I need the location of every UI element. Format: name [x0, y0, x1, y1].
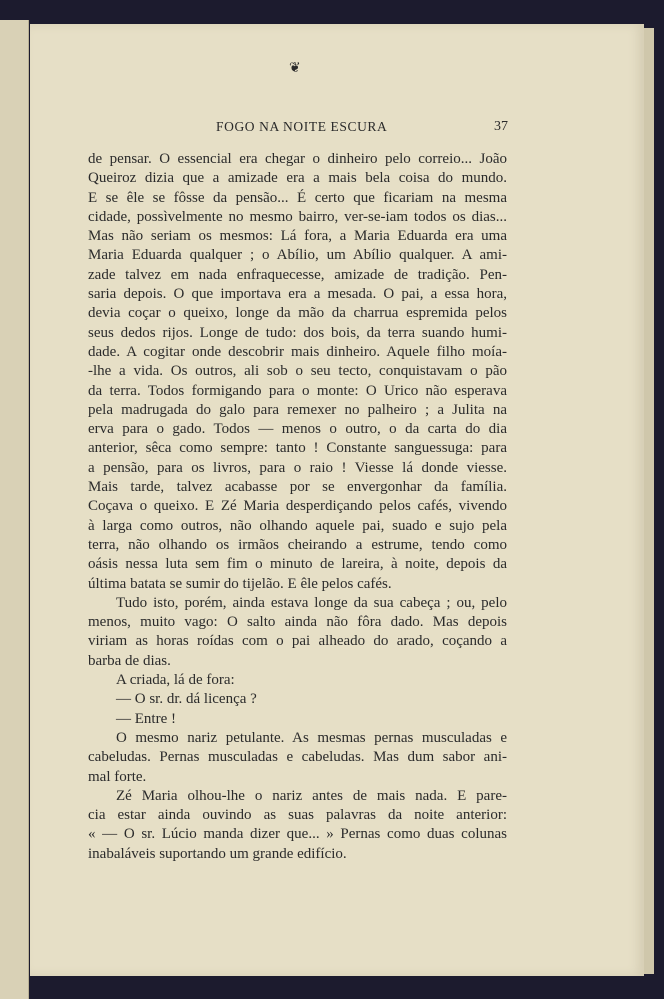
text-line: O mesmo nariz petulante. As mesmas pernas musculadas e	[116, 729, 507, 746]
text-line: dade. A cogitar onde descobrir mais dinheiro. Aquele filho moía-	[88, 343, 507, 360]
text-line: Maria Eduarda qualquer ; o Abílio, um Abílio qualquer. A ami-	[88, 247, 507, 264]
text-line: — Entre !	[116, 710, 176, 727]
text-line: saria depois. O que importava era a mesada. O pai, a essa hora,	[88, 286, 507, 303]
text-line: menos, muito vago: O salto ainda não fôra dado. Mas depois	[88, 614, 507, 631]
text-line: zade talvez em nada enfraquecesse, amizade de tradição. Pen-	[88, 266, 507, 283]
page-right-edge	[644, 28, 654, 974]
text-line: — O sr. dr. dá licença ?	[116, 691, 257, 708]
text-line: cabeludas. Pernas musculadas e cabeludas. Mas dum sabor ani-	[88, 749, 507, 766]
text-line: pela madrugada do galo para remexer no palheiro ; a Julita na	[88, 401, 507, 418]
text-line: cia estar ainda ouvindo as suas palavras da noite anterior:	[88, 807, 507, 824]
text-line: Tudo isto, porém, ainda estava longe da sua cabeça ; ou, pelo	[116, 594, 507, 611]
text-line: anterior, sêca como sempre: tanto ! Constante sanguessuga: para	[88, 440, 507, 457]
text-line: A criada, lá de fora:	[116, 672, 235, 689]
text-line: seus dedos rijos. Longe de tudo: dos bois, da terra suando humi-	[88, 324, 507, 341]
text-line: oásis nessa luta sem fim o minuto de lareira, à noite, depois da	[88, 556, 507, 573]
text-line: à larga como outros, não olhando aquele pai, suado e sujo pela	[88, 517, 507, 534]
text-line: erva para o gado. Todos — menos o outro, o da carta do dia	[88, 421, 507, 438]
text-line: a pensão, para os livros, para o raio ! Viesse lá donde viesse.	[88, 459, 507, 476]
text-line: Mas não seriam os mesmos: Lá fora, a Maria Eduarda era uma	[88, 228, 507, 245]
text-line: devia coçar o queixo, longe da mão da charrua espremida pelos	[88, 305, 507, 322]
text-line: terra, não olhando os irmãos cheirando a estrume, tendo como	[88, 536, 507, 553]
text-line: -lhe a vida. Os outros, ali sob o seu tecto, conquistavam o pão	[88, 363, 507, 380]
page-content	[30, 24, 644, 976]
text-line: E se êle se fôsse da pensão... É certo que ficariam na mesma	[88, 189, 507, 206]
ornament-icon: ❦	[289, 61, 301, 76]
text-line: última batata se sumir do tijelão. E êle pelos cafés.	[88, 575, 392, 592]
text-line: Mais tarde, talvez acabasse por se envergonhar da família.	[88, 479, 507, 496]
left-page-edge	[0, 20, 29, 999]
text-line: barba de dias.	[88, 652, 171, 669]
text-line: Coçava o queixo. E Zé Maria desperdiçando pelos cafés, vivendo	[88, 498, 507, 515]
text-line: da terra. Todos formigando para o monte: O Urico não esperava	[88, 382, 507, 399]
text-line: « — O sr. Lúcio manda dizer que... » Pernas como duas colunas	[88, 826, 507, 843]
body-text	[88, 150, 507, 864]
text-line: de pensar. O essencial era chegar o dinheiro pelo correio... João	[88, 151, 507, 167]
text-line: inabaláveis suportando um grande edifício.	[88, 845, 347, 862]
text-line: Zé Maria olhou-lhe o nariz antes de mais nada. E pare-	[116, 787, 507, 804]
text-line: cidade, possìvelmente no mesmo bairro, ver-se-iam todos os dias...	[88, 208, 507, 225]
running-head: FOGO NA NOITE ESCURA	[216, 119, 388, 134]
page-number: 37	[494, 119, 508, 134]
text-line: viriam as horas roídas com o pai alheado do arado, coçando a	[88, 633, 507, 650]
text-line: mal forte.	[88, 768, 147, 785]
text-line: Queiroz dizia que a amizade era a mais bela coisa do mundo.	[88, 170, 507, 187]
